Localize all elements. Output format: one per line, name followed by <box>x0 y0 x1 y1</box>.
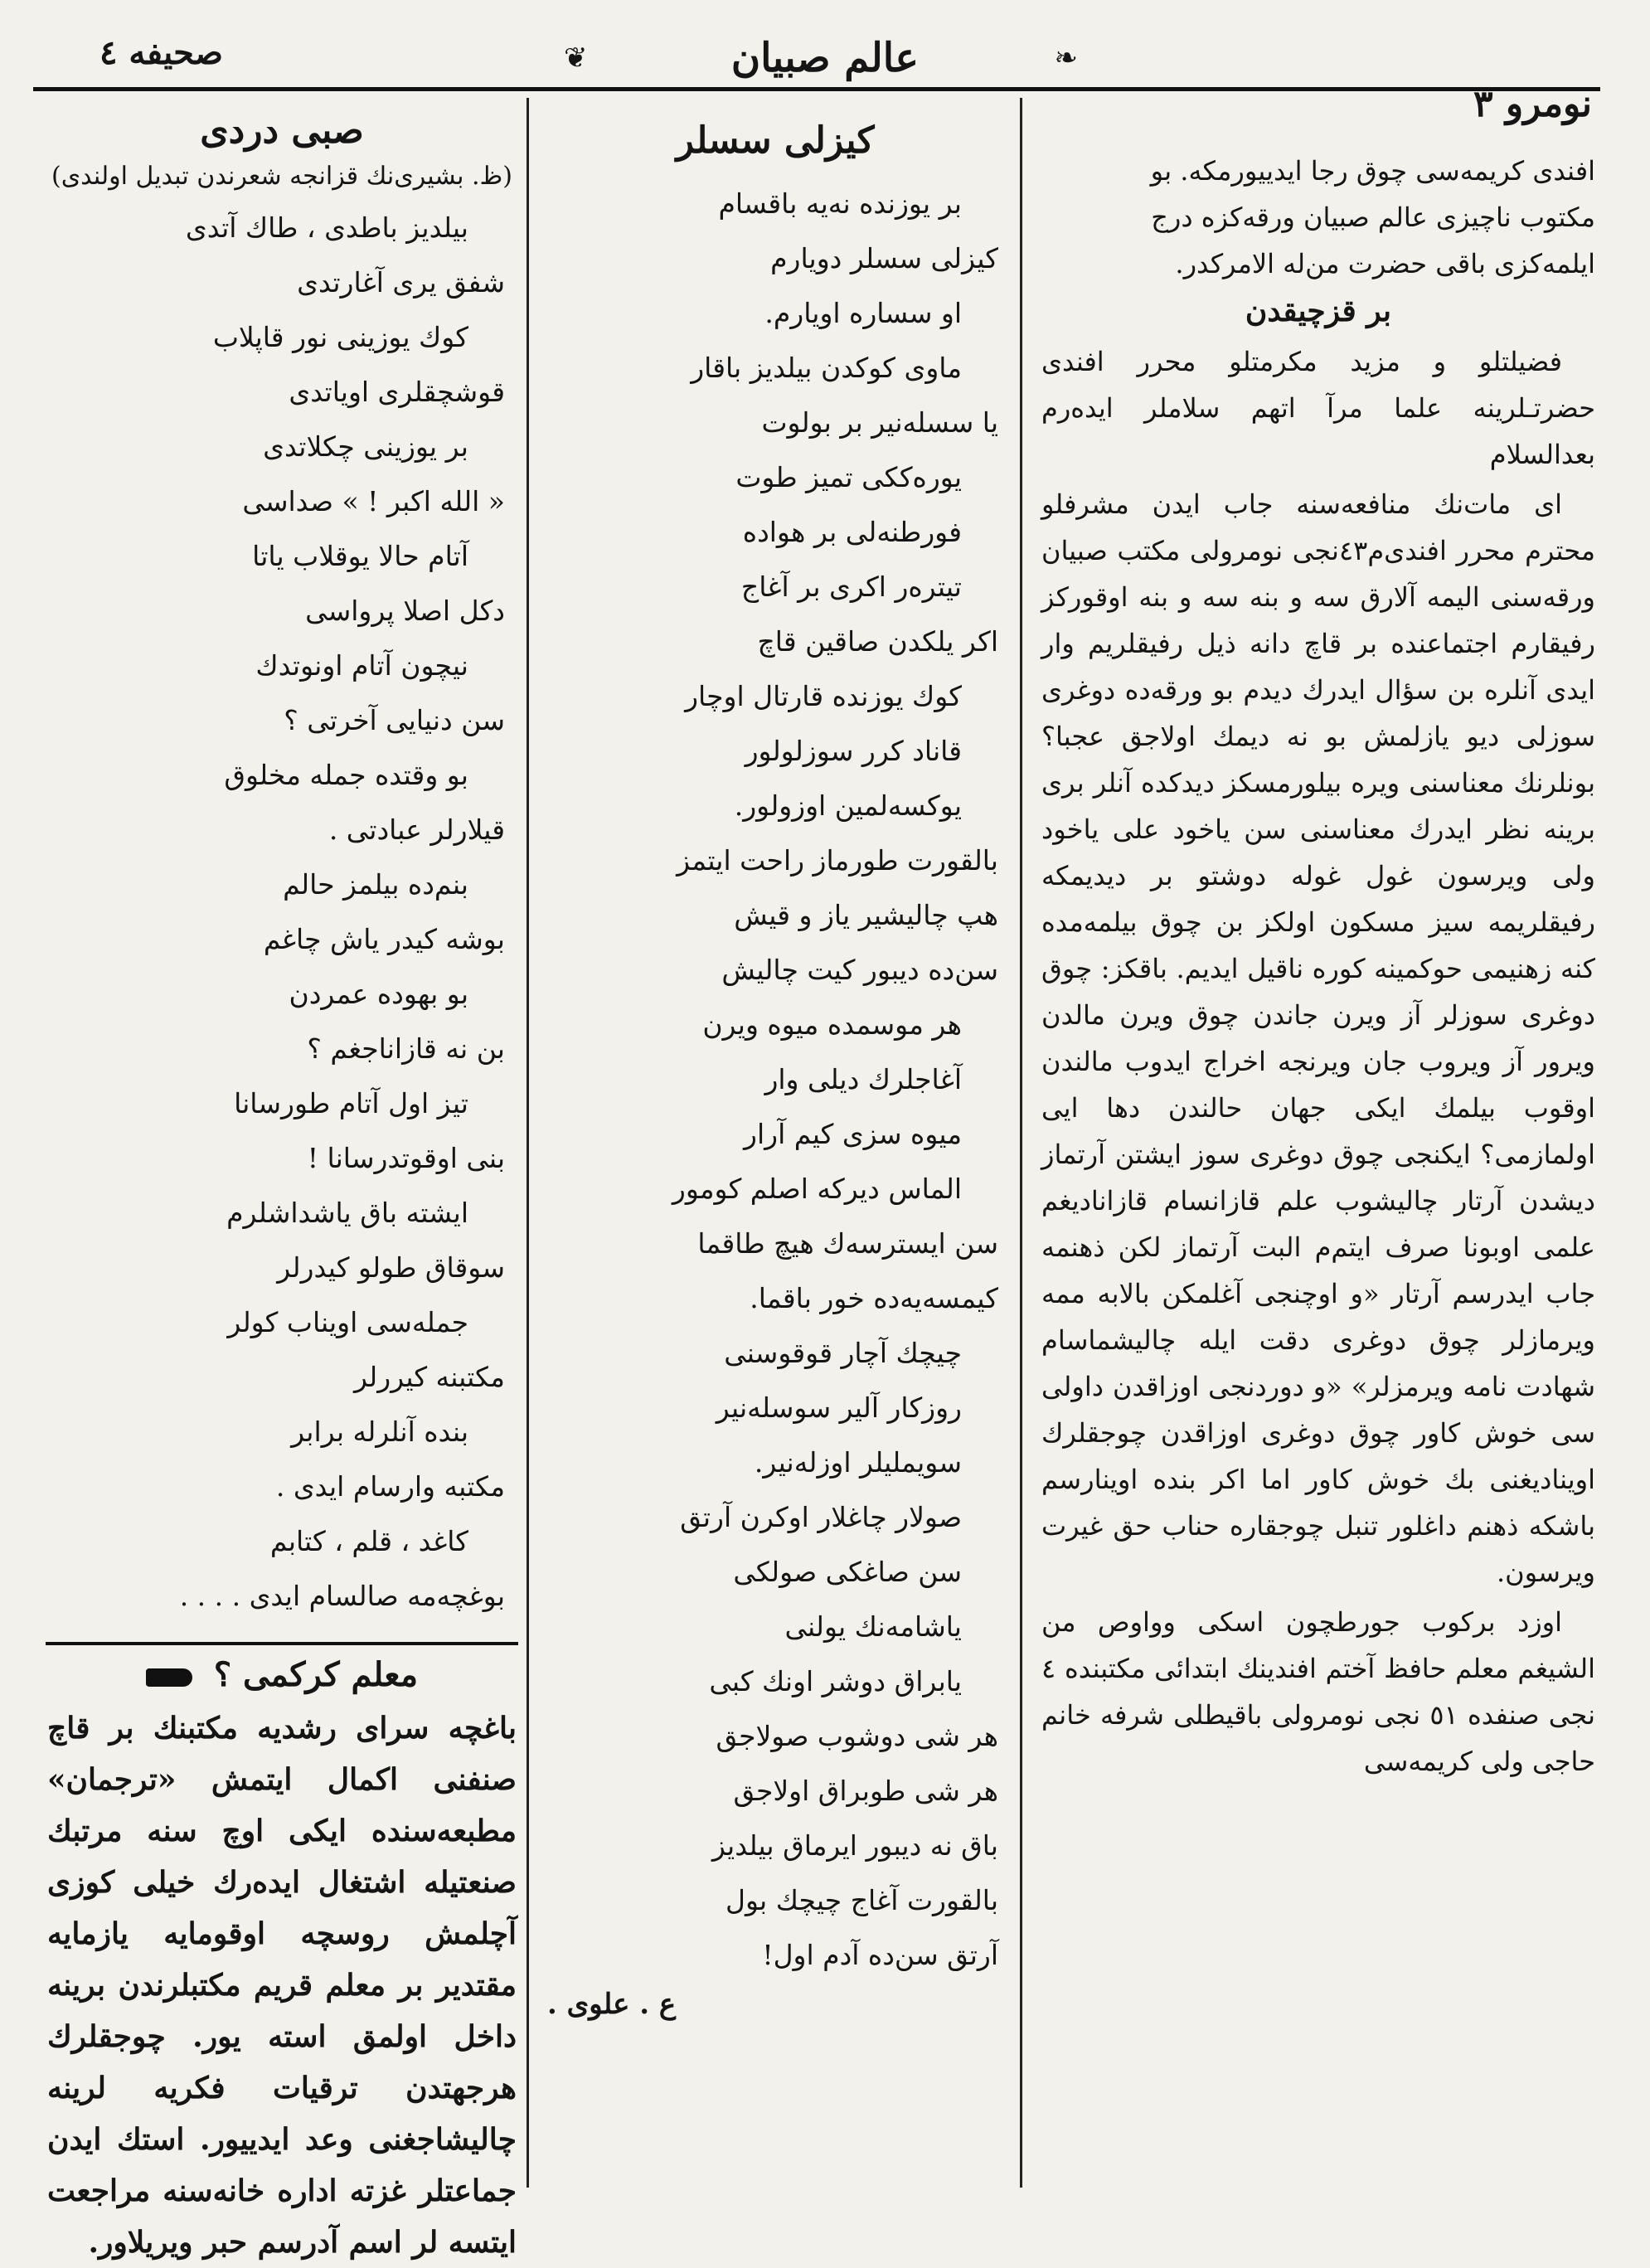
left-poem-line: مکتبه وارسام ایدی . <box>275 1470 505 1503</box>
left-poem-line: کاغد ، قلم ، کتابم <box>269 1525 468 1557</box>
ornament-left-icon: ❦ <box>564 41 588 75</box>
intro-line: افندی کریمه‌سی چوق رجا ایدییورمکه. بو <box>1150 155 1595 187</box>
ornament-right-icon: ❧ <box>1054 41 1078 75</box>
letter-intro <box>1028 148 1609 287</box>
poem-line: یوره‌ککی تمیز طوت <box>735 461 962 493</box>
left-poem-line: تیز اول آتام طورسانا <box>234 1087 468 1119</box>
poem-line: سن‌ده دیبور کیت چالیش <box>721 954 998 986</box>
left-poem-line: « الله اکبر ! » صداسی <box>242 485 505 517</box>
poem-line: آرتق سن‌ده آدم اول! <box>762 1939 998 1971</box>
left-poem-line: سوقاق طولو کیدرلر <box>277 1251 505 1284</box>
intro-line: مکتوب ناچیزی عالم صبیان ورقه‌کزه درج <box>1151 202 1595 233</box>
left-poem-body <box>37 201 527 1624</box>
poem-line: سن ایسترسه‌ك هیچ طاقما <box>697 1227 998 1260</box>
left-poem-line: قوشچقلری اویاتدی <box>289 376 505 408</box>
left-poem-line: بوشه کیدر یاش چاغم <box>263 923 505 955</box>
left-poem-line: دکل اصلا پرواسی <box>305 595 505 627</box>
poem-line: روزکار آلیر سوسله‌نیر <box>716 1391 962 1424</box>
column-right <box>1028 98 1609 2188</box>
poem-line: هر موسمده میوه ویرن <box>702 1008 962 1041</box>
left-poem-line: بنی اوقوتدرسانا ! <box>307 1142 505 1174</box>
poem-line: باق نه دیبور ایرماق بیلدیز <box>711 1829 998 1862</box>
letter-paragraph: اوزد برکوب جورطچون اسکی وواوص من الشیغم معلم حافظ آختم افندینك ابتدائی مکتبنده ٤ نجی صنفده ٥١ نجی نومرولی باقیطلی شرفه خانم حاجی ولی کریمه‌سی <box>1041 1606 1596 1777</box>
left-poem-line: آتام حالا یوقلاب یاتا <box>252 540 468 572</box>
column-left <box>37 98 529 2260</box>
section-divider <box>46 1642 518 1645</box>
poem-line: یا سسله‌نیر بر بولوت <box>761 406 998 439</box>
left-poem-line: بوغچه‌مه صالسام ایدی . . . . <box>179 1580 505 1612</box>
left-poem-line: بو بهوده عمردن <box>289 978 468 1010</box>
poem-line: بالقورت آغاج چیچك بول <box>726 1884 998 1916</box>
poem-line: الماس دیرکه اصلم کومور <box>672 1173 962 1205</box>
left-poem-line: ایشته باق یاشداشلرم <box>226 1197 468 1229</box>
poem-title: کیزلی سسلر <box>676 119 875 162</box>
notice-heading: معلم کرکمی ؟ <box>213 1655 419 1694</box>
poem-line: بالقورت طورماز راحت ایتمز <box>677 844 998 877</box>
left-poem-line: بنده آنلرله برابر <box>291 1416 468 1448</box>
poem-signature: ع . علوی . <box>547 1988 677 2021</box>
poem-line: قاناد کرر سوزلولور <box>745 735 962 767</box>
poem-line: هر شی طوبراق اولاجق <box>733 1775 998 1807</box>
poem-line: کیمسه‌یه‌ده خور باقما. <box>750 1282 998 1314</box>
left-poem-byline: (ظ. بشیری‌نك قزانجه شعرندن تبدیل اولندی) <box>51 162 512 191</box>
left-poem-line: بن نه قازاناجغم ؟ <box>307 1032 505 1065</box>
notice-body: باغچه سرای رشدیه مکتبنك بر قاچ صنفنی اکمال ایتمش «ترجمان» مطبعه‌سنده ایکی اوچ سنه مرتبك صنعتیله اشتغال ایده‌رك خیلی کوزی آچلمش روسچه اوقومایه یازمایه مقتدیر بر معلم قریم مکتبلرندن برینه داخل اولمق استه یور. چوجقلرك هرجهتدن ترقیات فکریه لرینه چالیشاجغنی وعد ایدییور. استك ایدن جماعتلر غزته اداره خانه‌سنه مراجعت ایتسه لر اسم آدرسم حبر ویریلاور. <box>47 1711 517 2260</box>
poem-line: ماوی کوکدن بیلدیز باقار <box>691 352 962 384</box>
left-poem-line: شفق یری آغارتدی <box>297 266 505 299</box>
poem-line: یاشامه‌نك یولنی <box>784 1610 962 1643</box>
poem-body <box>531 177 1020 1983</box>
poem-line: کوك یوزنده قارتال اوچار <box>685 680 962 712</box>
left-poem-title: صبی دردی <box>200 109 364 152</box>
left-poem-line: بیلدیز باطدی ، طاك آتدی <box>185 211 468 244</box>
left-poem-line: مکتبنه کیررلر <box>353 1361 505 1393</box>
page-number-label: صحیفه ٤ <box>99 33 223 72</box>
newspaper-title: عالم صبیان <box>730 35 920 81</box>
poem-line: تیتره‌ر اکری بر آغاج <box>740 571 962 603</box>
letter-paragraph: ای مات‌نك منافعه‌سنه جاب ایدن مشرفلو محترم محرر افندی‌م٤٣نجی نومرولی مکتب صبیان ورقه‌سنی الیمه آلارق سه و بنه سه و بنه اوقورکز رفیقارم اجتماعنده بر قاچ دانه ذیل رفیقلریم وار ایدی آنلره بن سؤال ایدرك دیدم بو ورقه‌ده دوغری سوزلی دیو یازلمش بو نه دیمك اولاجق عجبا؟ بونلرنك معناسنی ویره بیلورمسکز دیدکده آنلر بری برینه نظر ایدرك معناسنی سن یاخود علی یاخود ولی ویرسون غول غوله دوشتو بر دیدیمکه رفیقلریمه سیز مسکون اولکز بن چوق بیلمه‌مده کنه زهنیمی حوکمینه کوره ناقیل ایدیم. باقکز: چوق دوغری سوزلر آز ویرن جاندن چوق ویرن مالدن ویرور آز ویروب جان ویرنجه اخراج ایدوب مالندن اوقوب بیلمك ایکی جهان حالندن دها ایی اولمازمی؟ ایکنجی چوق دوغری سوز ایشتن آرتماز دیشدن آرتار چالیشوب علم قازانسام قازانادیغم علمی اوبونا صرف ایتم‌م البت آرتماز لکن ذهنمه جاب ایدرسم آرتار «و اوچنجی آغلمکن بالابه ممه ویرمازلر چوق دوغری دقت ایله چالیشماسام شهادت نامه ویرمزلر» «و دوردنجی اوزاقدن داولی سی خوش کاور چوق دوغری اوزاقدن چوجقلرك اوینادیغنی بك خوش کاور اما اکر بنده اوینارسم باشکه ذهنم داغلور تنبل چوجقاره حناب حق غیرت ویرسون. <box>1041 488 1596 1588</box>
poem-line: چیچك آچار قوقوسنی <box>724 1337 962 1369</box>
poem-line: سن صاغکی صولکی <box>733 1556 962 1588</box>
poem-line: هپ چالیشیر یاز و قیش <box>734 899 998 931</box>
left-poem-line: بنم‌ده بیلمز حالم <box>283 868 468 901</box>
left-poem-line: قیلارلر عبادتی . <box>328 813 505 846</box>
left-poem-line: بو وقتده جمله مخلوق <box>224 759 468 791</box>
poem-line: بر یوزنده نه‌یه باقسام <box>718 187 962 220</box>
poem-line: کیزلی سسلر دویارم <box>770 242 998 274</box>
letter-heading: بر قزچیقدن <box>1245 294 1392 328</box>
left-poem-line: سن دنیایی آخرتی ؟ <box>284 704 505 736</box>
left-poem-line: کوك یوزینی نور قاپلاب <box>212 321 468 353</box>
issue-number-label: نومرو ٣ <box>1473 83 1592 125</box>
left-poem-line: بر یوزینی چکلاتدی <box>263 430 468 463</box>
poem-line: اکر یلکدن صاقین قاچ <box>757 625 998 658</box>
masthead-rule <box>33 87 1600 91</box>
intro-line: ایلمه‌کزی باقی حضرت من‌له الامرکدر. <box>1175 248 1595 279</box>
poem-line: فورطنه‌لی بر هواده <box>742 516 962 548</box>
poem-line: سویملیلر اوزله‌نیر. <box>754 1446 962 1479</box>
left-poem-line: نیچون آتام اونوتدك <box>255 649 468 682</box>
poem-line: یوکسه‌لمین اوزولور. <box>734 789 962 822</box>
poem-line: هر شی دوشوب صولاجق <box>716 1720 998 1752</box>
poem-line: او سساره اویارم. <box>764 297 962 329</box>
pointing-hand-icon <box>146 1668 192 1687</box>
letter-paragraph: فضیلتلو و مزید مکرمتلو محرر افندی حضرتـلرینه علما مرآ اتهم سلاملر ایده‌رم بعدالسلام <box>1041 346 1595 470</box>
poem-line: صولار چاغلار اوکرن آرتق <box>680 1501 962 1533</box>
left-poem-line: جمله‌سی اویناب کولر <box>227 1306 468 1338</box>
letter-body <box>1028 338 1609 1785</box>
poem-line: آغاجلرك دیلی وار <box>764 1063 962 1095</box>
poem-line: میوه سزی کیم آرار <box>744 1118 962 1150</box>
poem-line: یابراق دوشر اونك کبی <box>709 1665 962 1697</box>
column-middle <box>531 98 1022 2188</box>
notice-heading-row <box>37 1655 527 1694</box>
